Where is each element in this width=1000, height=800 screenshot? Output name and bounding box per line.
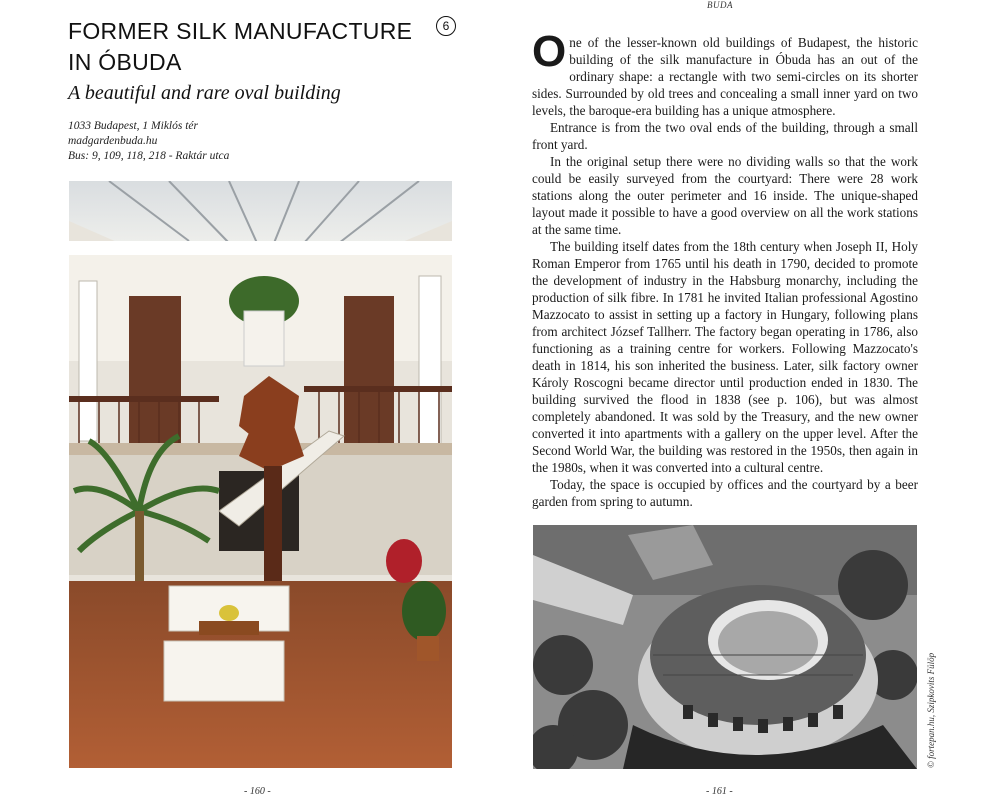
paragraph-3: In the original setup there were no dividing walls so that the work could be easily surveyed from the courtyard: There were 28 work stations along the outer perimeter and 16 inside. The unique-shaped layout made it possible to have a good overview on all the work stations at the same time. bbox=[532, 154, 918, 237]
entry-number-badge: 6 bbox=[436, 16, 456, 36]
courtyard-photo bbox=[69, 181, 452, 768]
paragraph-5: Today, the space is occupied by offices and the courtyard by a beer garden from spring to autumn. bbox=[532, 477, 918, 509]
transport-line: Bus: 9, 109, 118, 218 - Raktár utca bbox=[68, 150, 230, 162]
aerial-photo bbox=[533, 525, 917, 769]
article-body bbox=[532, 27, 918, 510]
paragraph-2: Entrance is from the two oval ends of the building, through a small front yard. bbox=[532, 120, 918, 152]
website-line: madgardenbuda.hu bbox=[68, 135, 158, 147]
page-subtitle: A beautiful and rare oval building bbox=[68, 82, 341, 104]
page-number-right: - 161 - bbox=[706, 786, 733, 797]
page-title: FORMER SILK MANUFACTURE IN ÓBUDA bbox=[68, 18, 413, 75]
address-line: 1033 Budapest, 1 Miklós tér bbox=[68, 120, 198, 132]
page-number-left: - 160 - bbox=[244, 786, 271, 797]
location-info bbox=[68, 119, 229, 164]
photo-credit: © fortepan.hu, Szipkovits Fülöp bbox=[926, 652, 936, 768]
drop-cap: O bbox=[532, 27, 567, 76]
paragraph-4: The building itself dates from the 18th century when Joseph II, Holy Roman Emperor from 1765 until his death in 1790, decided to promote the development of industry in the Habsburg monarchy, including the production of silk fibre. In 1781 he invited Italian professional Agostino Mazzocato to assist in setting up a factory in Hungary, following plans from architect József Tallherr. The factory began operating in 1786, also functioning as a training centre for workers. Following Mazzocato's death in 1814, his son inherited the business. Later, silk factory owner Károly Roscogni became director until production ended in 1830. The building survived the flood in 1838 (see p. 106), but was almost completely abandoned. It was sold by the Treasury, and the new owner converted it into apartments with a gallery on the upper level. After the Second World War, the building was restored in the 1950s, then again in the 1980s, when it was converted into a cultural centre. bbox=[532, 239, 918, 475]
paragraph-1: One of the lesser-known old buildings of Budapest, the historic building of the silk manufacture in Óbuda has an out of the ordinary shape: a rectangle with two semi-circles on its shorter sides. Surrounded by old trees and concealing a small inner yard on two levels, the baroque-era building has a unique atmosphere. bbox=[532, 27, 918, 118]
running-head: BUDA bbox=[707, 0, 733, 10]
